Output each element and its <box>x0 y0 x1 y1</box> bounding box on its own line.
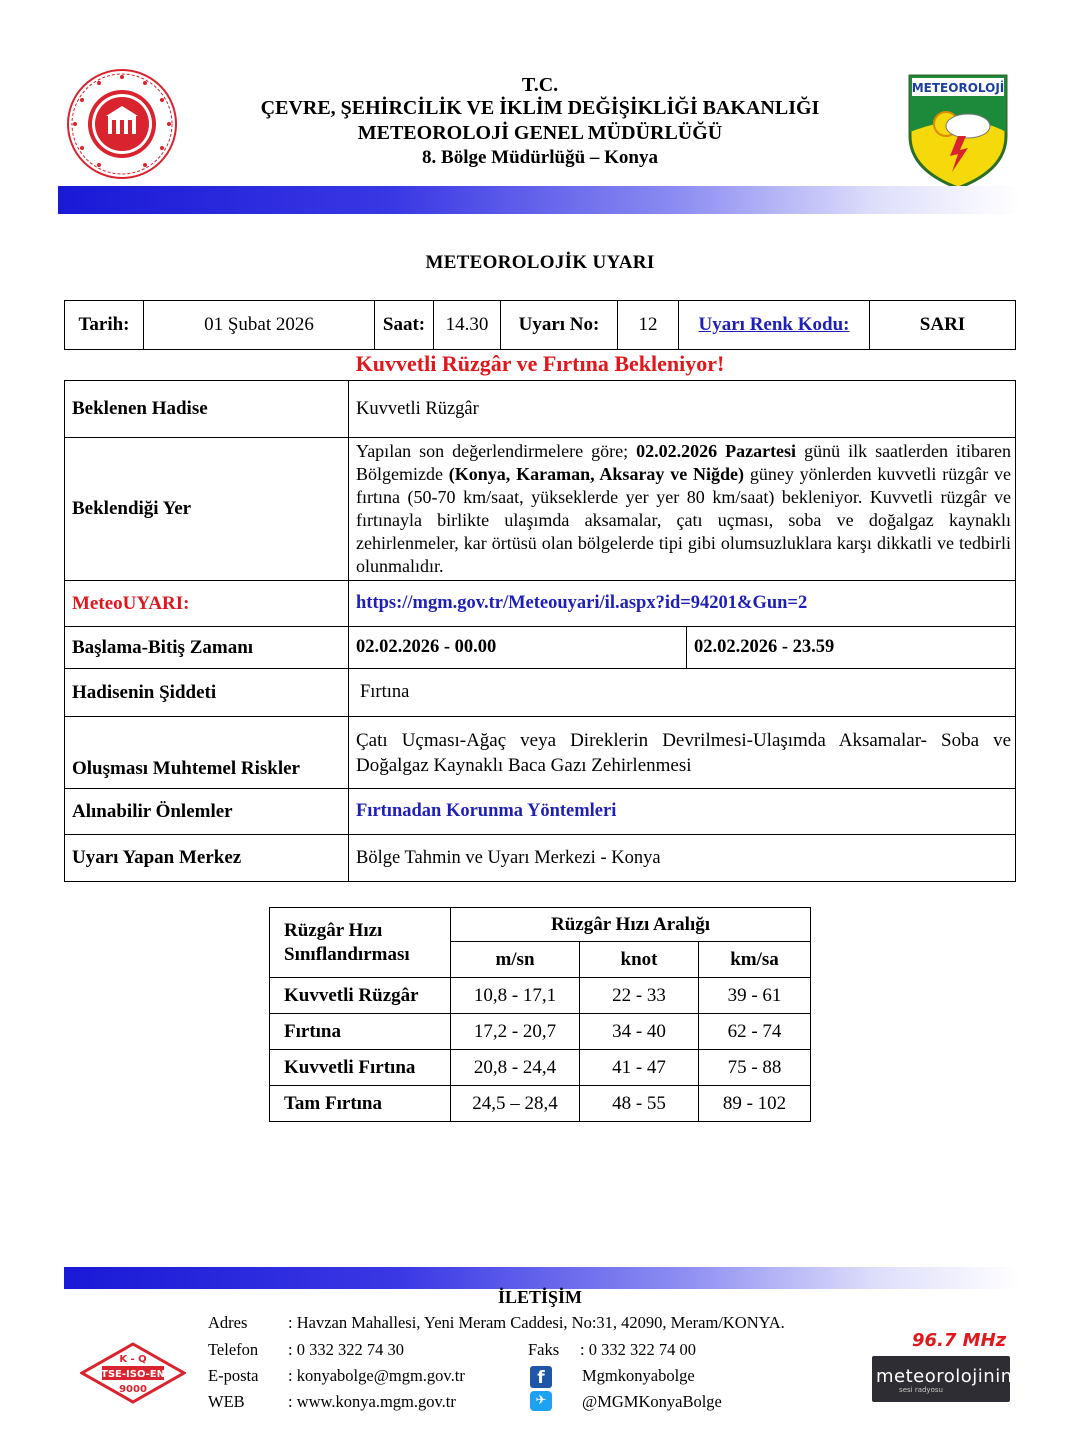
wind-kmh-value: 62 - 74 <box>699 1014 811 1050</box>
address-value: : Havzan Mahallesi, Yeni Meram Caddesi, No:31, 42090, Meram/KONYA. <box>288 1313 785 1332</box>
header-gradient-bar <box>58 186 1020 214</box>
wind-kmh-value: 75 - 88 <box>699 1050 811 1086</box>
wind-kmh-value: 39 - 61 <box>699 978 811 1014</box>
svg-text:METEOROLOJİ: METEOROLOJİ <box>911 81 1005 95</box>
wind-class-header: Rüzgâr Hızı Sınıflandırması <box>270 908 451 978</box>
wind-ms-value: 20,8 - 24,4 <box>451 1050 580 1086</box>
wind-class-name: Kuvvetli Rüzgâr <box>270 978 451 1014</box>
fax-value: : 0 332 322 74 00 <box>580 1340 696 1359</box>
end-time-value: 02.02.2026 - 23.59 <box>687 627 1016 669</box>
warning-info-table <box>64 300 1016 350</box>
fax-label: Faks <box>528 1340 560 1359</box>
tse-bot-text: 9000 <box>119 1384 147 1395</box>
table-row <box>270 1050 811 1086</box>
warning-details-table <box>64 380 1016 882</box>
color-code-label[interactable]: Uyarı Renk Kodu: <box>698 314 850 335</box>
time-label: Saat: <box>375 301 434 350</box>
place-text-part1: Yapılan son değerlendirmelere göre; <box>356 441 637 461</box>
risks-cell <box>349 717 1016 789</box>
color-code-link[interactable] <box>679 301 870 350</box>
place-text-part2: günü ilk saatlerden itibaren Bölgemizde <box>356 441 1011 484</box>
radio-frequency: 96.7 MHz <box>912 1330 1007 1351</box>
wind-ms-value: 24,5 – 28,4 <box>451 1086 580 1122</box>
wind-knot-value: 34 - 40 <box>580 1014 699 1050</box>
start-end-time-label: Başlama-Bitiş Zamanı <box>65 627 349 669</box>
start-time-value: 02.02.2026 - 00.00 <box>349 627 687 669</box>
wind-knot-value: 41 - 47 <box>580 1050 699 1086</box>
table-row <box>270 978 811 1014</box>
wind-speed-table <box>269 907 811 1122</box>
wind-knot-value: 48 - 55 <box>580 1086 699 1122</box>
expected-place-cell <box>349 438 1016 581</box>
facebook-icon[interactable]: f <box>530 1366 552 1388</box>
header-line-ministry: ÇEVRE, ŞEHİRCİLİK VE İKLİM DEĞİŞİKLİĞİ BAKANLIĞI <box>260 97 820 119</box>
tse-top-text: K - Q <box>119 1354 147 1365</box>
warning-number-label: Uyarı No: <box>501 301 618 350</box>
wind-ms-value: 10,8 - 17,1 <box>451 978 580 1014</box>
wind-class-name: Kuvvetli Fırtına <box>270 1050 451 1086</box>
severity-label: Hadisenin Şiddeti <box>65 669 349 717</box>
radio-subtitle: sesi radyosu <box>899 1386 943 1394</box>
contact-title: İLETİŞİM <box>497 1287 583 1307</box>
document-title: METEOROLOJİK UYARI <box>425 252 655 273</box>
twitter-handle[interactable]: @MGMKonyaBolge <box>582 1392 722 1411</box>
wind-range-header: Rüzgâr Hızı Aralığı <box>451 908 811 942</box>
web-value[interactable]: : www.konya.mgm.gov.tr <box>288 1392 456 1411</box>
meteoroloji-shield-logo <box>906 74 1010 190</box>
wind-class-name: Fırtına <box>270 1014 451 1050</box>
radio-name: meteorolojinin <box>876 1366 1013 1387</box>
date-value: 01 Şubat 2026 <box>144 301 375 350</box>
header-line-tc: T.C. <box>521 74 559 96</box>
wind-ms-value: 17,2 - 20,7 <box>451 1014 580 1050</box>
phone-label: Telefon <box>208 1340 259 1359</box>
meteouyari-label: MeteoUYARI: <box>65 581 349 627</box>
address-label: Adres <box>208 1313 248 1332</box>
precautions-link[interactable]: Fırtınadan Korunma Yöntemleri <box>349 789 1016 835</box>
phone-value: : 0 332 322 74 30 <box>288 1340 404 1359</box>
place-text-provinces: (Konya, Karaman, Aksaray ve Niğde) <box>448 464 745 484</box>
risks-value: Çatı Uçması-Ağaç veya Direklerin Devrilmesi-Ulaşımda Aksamalar- Soba ve Doğalgaz Kaynaklı Baca Gazı Zehirlenmesi <box>356 729 1011 776</box>
time-value: 14.30 <box>434 301 501 350</box>
header-line-region: 8. Bölge Müdürlüğü – Konya <box>422 147 658 168</box>
facebook-handle[interactable]: Mgmkonyabolge <box>582 1366 695 1385</box>
unit-knot-header: knot <box>580 942 699 978</box>
precautions-label: Alınabilir Önlemler <box>65 789 349 835</box>
expected-place-text <box>356 440 1011 578</box>
email-value[interactable]: : konyabolge@mgm.gov.tr <box>288 1366 465 1385</box>
header-line-directorate: METEOROLOJİ GENEL MÜDÜRLÜĞÜ <box>357 122 723 144</box>
warning-headline: Kuvvetli Rüzgâr ve Fırtına Bekleniyor! <box>355 351 725 376</box>
footer-gradient-bar <box>64 1267 1020 1289</box>
expected-event-value: Kuvvetli Rüzgâr <box>349 381 1016 438</box>
place-text-part3: güney yönlerden kuvvetli rüzgâr ve fırtına (50-70 km/saat, yükseklerde yer yer 80 km/saat) bekleniyor. Kuvvetli rüzgâr ve fırtınayla birlikte ulaşımda aksamalar, çatı uçması, soba ve doğalgaz kaynaklı zehirlenmeler, kar örtüsü olan bölgelerde tipi gibi olumsuzluklara karşı dikkatli ve tedbirli olunmalıdır. <box>356 464 1011 576</box>
issuing-center-label: Uyarı Yapan Merkez <box>65 835 349 882</box>
tse-iso-certification-logo <box>80 1342 186 1404</box>
table-row <box>270 1014 811 1050</box>
wind-kmh-value: 89 - 102 <box>699 1086 811 1122</box>
unit-ms-header: m/sn <box>451 942 580 978</box>
risks-label: Oluşması Muhtemel Riskler <box>65 717 349 789</box>
tse-mid-text: TSE-ISO-EN <box>101 1369 165 1380</box>
warning-number-value: 12 <box>618 301 679 350</box>
ministry-seal-logo <box>66 68 178 180</box>
meteouyari-link[interactable]: https://mgm.gov.tr/Meteouyari/il.aspx?id=94201&Gun=2 <box>349 581 1016 627</box>
expected-event-label: Beklenen Hadise <box>65 381 349 438</box>
wind-knot-value: 22 - 33 <box>580 978 699 1014</box>
date-label: Tarih: <box>65 301 144 350</box>
place-text-date: 02.02.2026 Pazartesi <box>636 441 797 461</box>
issuing-center-value: Bölge Tahmin ve Uyarı Merkezi - Konya <box>349 835 1016 882</box>
expected-place-label: Beklendiği Yer <box>65 438 349 581</box>
severity-value: Fırtına <box>349 669 1016 717</box>
table-row <box>270 1086 811 1122</box>
web-label: WEB <box>208 1392 245 1411</box>
wind-class-name: Tam Fırtına <box>270 1086 451 1122</box>
twitter-icon[interactable]: ✈ <box>530 1391 552 1411</box>
unit-kmh-header: km/sa <box>699 942 811 978</box>
color-code-value: SARI <box>870 301 1016 350</box>
email-label: E-posta <box>208 1366 259 1385</box>
